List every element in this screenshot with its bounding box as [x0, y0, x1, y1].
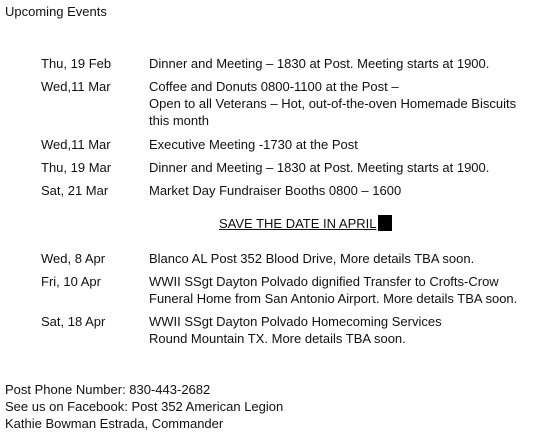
event-description-line: Funeral Home from San Antonio Airport. More details TBA soon. — [149, 291, 518, 306]
event-date: Thu, 19 Feb — [41, 56, 112, 71]
event-description — [149, 136, 358, 153]
text-cursor-block — [378, 215, 392, 231]
event-description-line: Market Day Fundraiser Booths 0800 – 1600 — [149, 183, 402, 198]
event-description — [149, 313, 442, 347]
event-description-line: Dinner and Meeting – 1830 at Post. Meeting starts at 1900. — [149, 160, 490, 175]
event-date: Sat, 21 Mar — [41, 183, 109, 198]
event-date: Sat, 18 Apr — [41, 314, 106, 329]
event-description-line: Coffee and Donuts 0800-1100 at the Post – — [149, 79, 399, 94]
event-date: Wed,11 Mar — [41, 137, 111, 152]
commander-name: Kathie Bowman Estrada, Commander — [5, 416, 224, 431]
event-description-line: Dinner and Meeting – 1830 at Post. Meeting starts at 1900. — [149, 56, 490, 71]
event-date: Fri, 10 Apr — [41, 274, 101, 289]
event-description — [149, 159, 489, 176]
event-date: Wed,11 Mar — [41, 79, 111, 94]
save-the-date-text: SAVE THE DATE IN APRIL — [219, 216, 377, 231]
event-description-line: Open to all Veterans – Hot, out-of-the-oven Homemade Biscuits — [149, 96, 517, 111]
contact-footer — [5, 381, 283, 432]
post-phone-number: Post Phone Number: 830-443-2682 — [5, 382, 211, 397]
facebook-info: See us on Facebook: Post 352 American Legion — [5, 399, 284, 414]
event-date: Wed, 8 Apr — [41, 251, 106, 266]
event-description — [149, 182, 401, 199]
event-description — [149, 273, 517, 307]
event-description-line: WWII SSgt Dayton Polvado dignified Transfer to Crofts-Crow — [149, 274, 499, 289]
save-the-date-notice — [219, 215, 392, 232]
event-description — [149, 55, 489, 72]
event-description-line: Blanco AL Post 352 Blood Drive, More details TBA soon. — [149, 251, 475, 266]
event-description-line: WWII SSgt Dayton Polvado Homecoming Services — [149, 314, 442, 329]
event-description-line: this month — [149, 113, 209, 128]
event-date: Thu, 19 Mar — [41, 160, 112, 175]
event-description-line: Round Mountain TX. More details TBA soon. — [149, 331, 406, 346]
event-description — [149, 250, 474, 267]
event-description — [149, 78, 516, 129]
event-description-line: Executive Meeting -1730 at the Post — [149, 137, 358, 152]
page-heading: Upcoming Events — [5, 4, 107, 19]
